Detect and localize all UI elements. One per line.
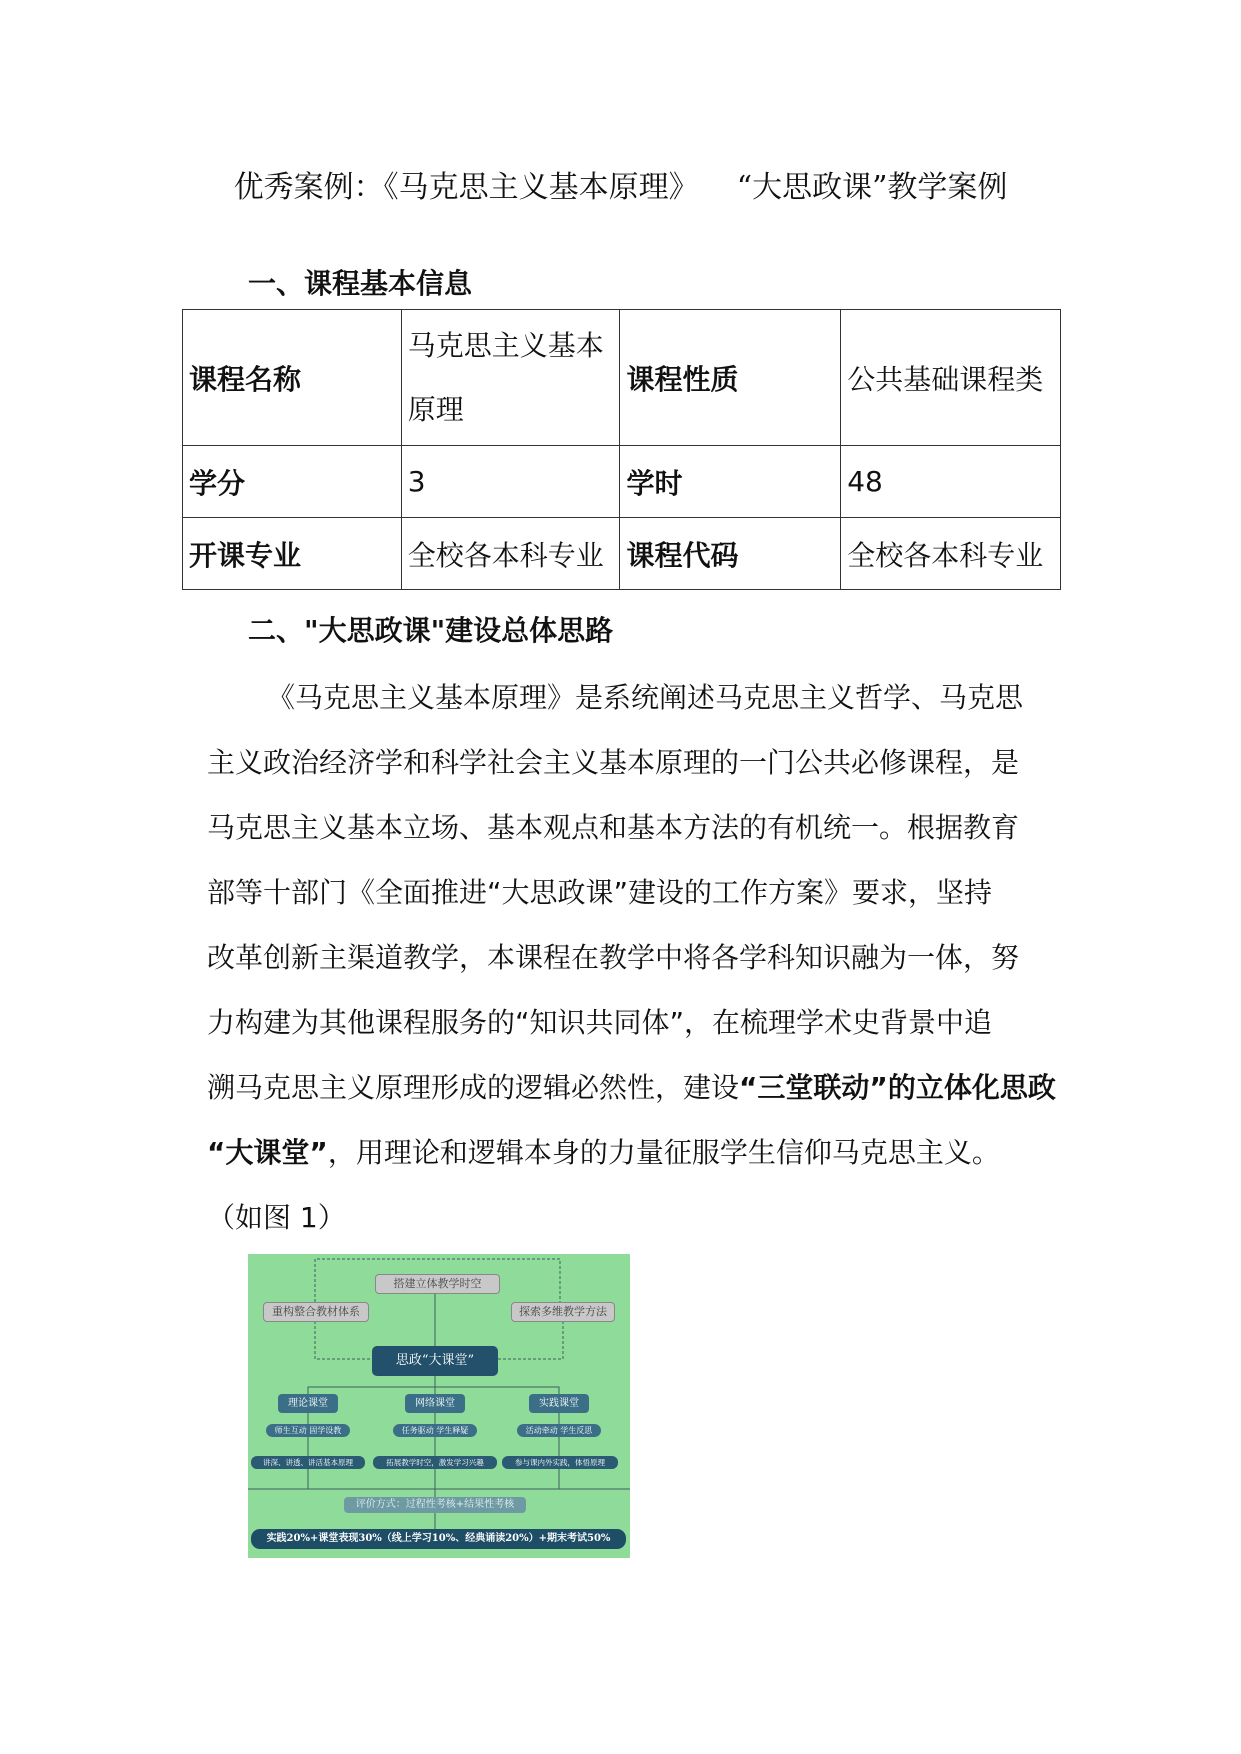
diagram-node-evaluation: 评价方式：过程性考核+结果性考核 bbox=[344, 1497, 526, 1513]
diagram-node-right: 探索多维教学方法 bbox=[511, 1302, 615, 1322]
table-cell-value bbox=[401, 310, 620, 446]
title-part-1: 优秀案例：《马克思主义基本原理》 bbox=[233, 170, 699, 205]
diagram-node-col2-sub: 任务驱动 学生释疑 bbox=[393, 1424, 477, 1437]
paragraph-text: ，用理论和逻辑本身的力量征服学生信仰马克思主义。 bbox=[327, 1136, 1000, 1169]
table-cell-key: 学分 bbox=[183, 446, 402, 518]
table-cell-key: 课程代码 bbox=[620, 518, 841, 590]
paragraph-line: 马克思主义基本立场、基本观点和基本方法的有机统一。根据教育 bbox=[207, 811, 1020, 844]
course-name-line-1: 马克思主义基本 bbox=[407, 328, 604, 362]
figure-reference: （如图 1） bbox=[207, 1201, 346, 1234]
table-cell-key: 课程名称 bbox=[183, 310, 402, 446]
diagram-node-col3-detail: 参与课内外实践，体悟原理 bbox=[502, 1456, 618, 1469]
diagram-node-left: 重构整合教材体系 bbox=[263, 1302, 369, 1322]
emphasis-text: “三堂联动”的立体化思政 bbox=[739, 1071, 1056, 1104]
table-cell-key: 学时 bbox=[620, 446, 841, 518]
diagram-node-scoring-scheme: 实践20%+课堂表现30%（线上学习10%、经典诵读20%）+期末考试50% bbox=[251, 1529, 626, 1549]
table-row bbox=[183, 518, 1061, 590]
diagram-node-center: 思政“大课堂” bbox=[372, 1346, 498, 1376]
table-cell-value: 全校各本科专业 bbox=[401, 518, 620, 590]
paragraph-line bbox=[207, 1120, 1039, 1185]
diagram-node-top: 搭建立体教学时空 bbox=[375, 1274, 500, 1294]
diagram-node-col2-detail: 拓展教学时空，激发学习兴趣 bbox=[373, 1456, 497, 1469]
paragraph-line: 力构建为其他课程服务的“知识共同体”，在梳理学术史背景中追 bbox=[207, 1006, 993, 1039]
table-cell-key: 开课专业 bbox=[183, 518, 402, 590]
paragraph-line bbox=[207, 1055, 1056, 1120]
title-part-2: “大思政课”教学案例 bbox=[736, 170, 1008, 205]
table-cell-value: 3 bbox=[401, 446, 620, 518]
course-name-line-2: 原理 bbox=[407, 392, 464, 426]
section-heading-1: 一、课程基本信息 bbox=[248, 267, 473, 300]
paragraph-line: 主义政治经济学和科学社会主义基本原理的一门公共必修课程，是 bbox=[207, 746, 1020, 779]
paragraph-line: 改革创新主渠道教学，本课程在教学中将各学科知识融为一体，努 bbox=[207, 941, 1020, 974]
diagram-node-col1-title: 理论课堂 bbox=[278, 1394, 338, 1413]
document-title bbox=[0, 162, 1241, 206]
diagram-node-col1-detail: 讲深、讲透、讲活基本原理 bbox=[251, 1456, 365, 1469]
diagram-node-col2-title: 网络课堂 bbox=[405, 1394, 465, 1413]
body-paragraph bbox=[207, 665, 1056, 1250]
table-row bbox=[183, 446, 1061, 518]
diagram-node-col1-sub: 师生互动 固学设教 bbox=[266, 1424, 350, 1437]
paragraph-text: 溯马克思主义原理形成的逻辑必然性，建设 bbox=[207, 1071, 740, 1104]
table-cell-value: 48 bbox=[841, 446, 1061, 518]
table-cell-value: 全校各本科专业 bbox=[841, 518, 1061, 590]
paragraph-line: 部等十部门《全面推进“大思政课”建设的工作方案》要求，坚持 bbox=[207, 876, 993, 909]
figure-1-diagram bbox=[248, 1254, 630, 1558]
emphasis-text: “大课堂” bbox=[207, 1136, 328, 1169]
paragraph-line: 《马克思主义基本原理》是系统阐述马克思主义哲学、马克思 bbox=[267, 681, 1024, 714]
course-info-table bbox=[182, 309, 1061, 590]
table-row bbox=[183, 310, 1061, 446]
diagram-node-col3-sub: 活动牵动 学生反思 bbox=[517, 1424, 601, 1437]
diagram-node-col3-title: 实践课堂 bbox=[529, 1394, 589, 1413]
section-heading-2: 二、"大思政课"建设总体思路 bbox=[248, 614, 614, 647]
table-cell-value: 公共基础课程类 bbox=[841, 310, 1061, 446]
table-cell-key: 课程性质 bbox=[620, 310, 841, 446]
